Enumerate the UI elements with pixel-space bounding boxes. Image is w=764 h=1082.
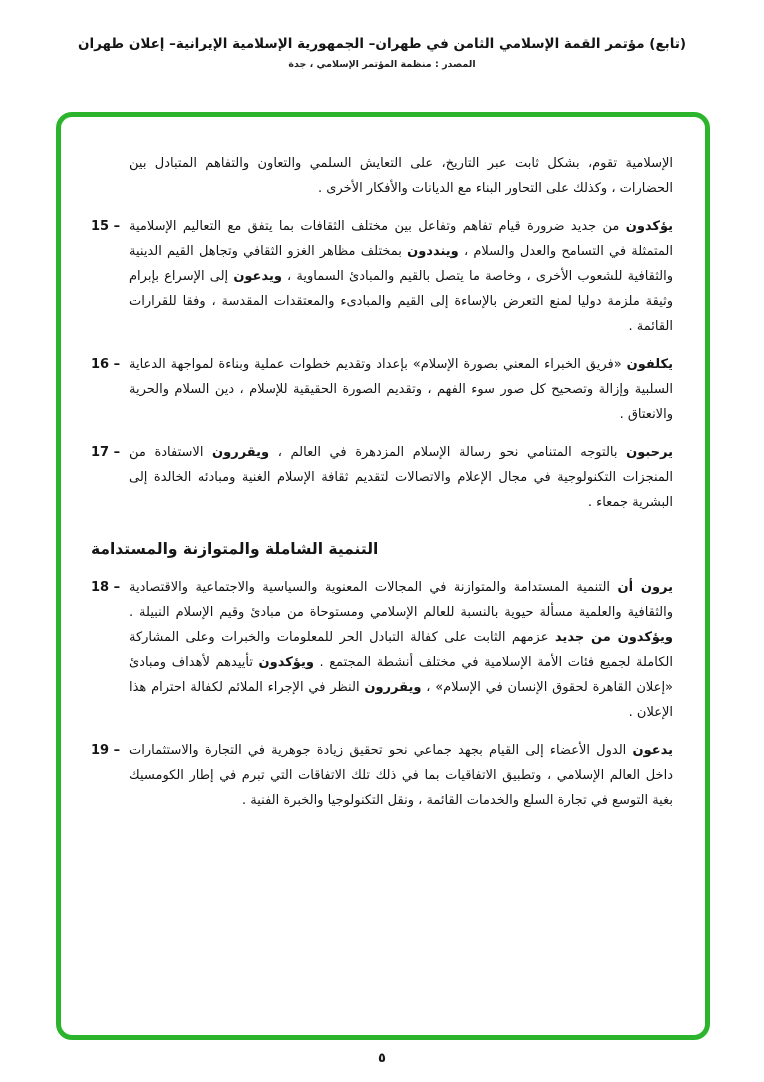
document-content (91, 151, 673, 813)
clause-text (129, 738, 673, 813)
clause-number: 16 – (91, 357, 121, 372)
bold-text-run: ويؤكدون من جديد (554, 630, 673, 645)
bold-text-run: ويقررون (364, 680, 422, 695)
text-run: من جديد ضرورة قيام تفاهم وتفاعل بين مختلف الثقافات بما يتفق مع التعاليم الإسلامية المتمثلة في التسامح والعدل والسلام ، (129, 219, 673, 259)
header-title: (تابع) مؤتمر القمة الإسلامي الثامن في طهران– الجمهورية الإسلامية الإيرانية– إعلان طهران (77, 36, 687, 52)
bold-text-run: يرحبون (626, 445, 673, 460)
numbered-clause-15 (91, 214, 673, 339)
green-border-frame (56, 112, 710, 1040)
page-number: ٥ (378, 1051, 386, 1066)
header-source: المصدر : منظمة المؤتمر الإسلامي ، جدة (288, 59, 476, 70)
bold-text-run: يرون أن (617, 580, 673, 595)
numbered-clause-19 (91, 738, 673, 813)
text-run: عزمهم الثابت على كفالة التبادل الحر للمعلومات والخبرات وعلى المشاركة الكاملة لجميع فئات الأمة الإسلامية في مختلف أنشطة المجتمع . (129, 630, 673, 670)
text-run: إلى الإسراع بإبرام وثيقة ملزمة دوليا لمنع التعرض بالإساءة إلى القيم والمبادىء والمعتقدات المقدسة ، وفقا للقرارات القائمة . (129, 269, 673, 334)
text-run: الاستفادة من المنجزات التكنولوجية في مجال الإعلام والاتصالات لتقديم ثقافة الإسلام الغنية ومبادئه الخالدة إلى البشرية جمعاء . (129, 445, 673, 510)
document-header (0, 36, 764, 70)
bold-text-run: يدعون (632, 743, 673, 758)
bold-text-run: ويقررون (212, 445, 270, 460)
text-run: الدول الأعضاء إلى القيام بجهد جماعي نحو تحقيق زيادة جوهرية في التجارة والاستثمارات داخل العالم الإسلامي ، وتطبيق الاتفاقيات بما في ذلك تلك الاتفاقات التي تبرم في إطار الكومسيك بغية التوسع في تجارة السلع والخدمات القائمة ، ونقل التكنولوجيا والخبرة الفنية . (129, 743, 673, 808)
continuation-paragraph (129, 151, 673, 201)
text-run: التنمية المستدامة والمتوازنة في المجالات المعنوية والسياسية والاجتماعية والاقتصادية والثقافية والعلمية مسألة حيوية بالنسبة للعالم الإسلامي ومستوحاة من مبادئ وقيم الإسلام النبيلة . (129, 580, 673, 620)
clause-text (129, 440, 673, 515)
text-run: النظر في الإجراء الملائم لكفالة احترام هذا الإعلان . (129, 680, 673, 720)
numbered-clause-16 (91, 352, 673, 427)
clause-number: 19 – (91, 743, 121, 758)
numbered-clause-17 (91, 440, 673, 515)
bold-text-run: ويدعون (233, 269, 282, 284)
clause-number: 17 – (91, 445, 121, 460)
text-run: تأييدهم لأهداف ومبادئ «إعلان القاهرة لحقوق الإنسان في الإسلام» ، (129, 655, 674, 695)
text-run: «فريق الخبراء المعني بصورة الإسلام» بإعداد وتقديم خطوات عملية وبناءة لمواجهة الدعاية السلبية وإزالة وتصحيح كل صور سوء الفهم ، وتقديم الصورة الحقيقية للإسلام ، دين السلام والحرية والانعتاق . (129, 357, 673, 422)
clause-number: 15 – (91, 219, 121, 234)
clause-text (129, 575, 673, 725)
bold-text-run: ويؤكدون (258, 655, 314, 670)
numbered-clause-18 (91, 575, 673, 725)
bold-text-run: وينددون (407, 244, 459, 259)
text-run: الإسلامية تقوم، بشكل ثابت عبر التاريخ، على التعايش السلمي والتعاون والتفاهم المتبادل بين الحضارات ، وكذلك على التحاور البناء مع الديانات والأفكار الأخرى . (129, 156, 673, 196)
bold-text-run: يكلفون (626, 357, 673, 372)
clause-number: 18 – (91, 580, 121, 595)
bold-text-run: يؤكدون (625, 219, 673, 234)
text-run: بالتوجه المتنامي نحو رسالة الإسلام المزدهرة في العالم ، (269, 445, 627, 460)
section-heading: التنمية الشاملة والمتوازنة والمستدامة (91, 540, 379, 558)
text-run: بمختلف مظاهر الغزو الثقافي وتجاهل القيم الدينية والثقافية للشعوب الأخرى ، وخاصة ما يتصل بالقيم والمبادئ السماوية ، (129, 244, 674, 284)
clause-text (129, 214, 673, 339)
clause-text (129, 352, 673, 427)
